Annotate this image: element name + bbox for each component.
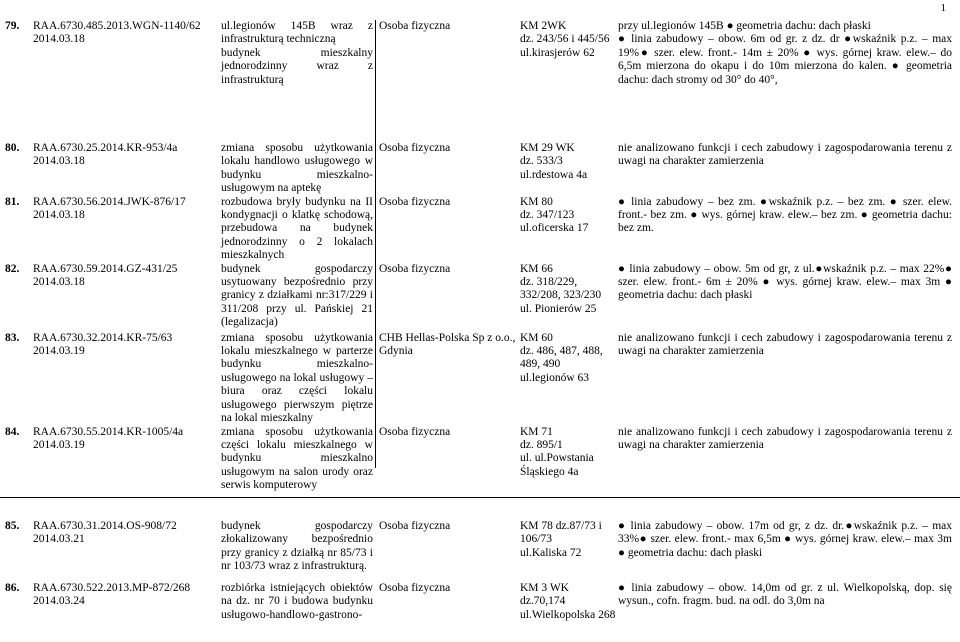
row-number: 83. [5, 331, 20, 344]
table-row [0, 142, 960, 196]
applicant: Osoba fizyczna [379, 425, 451, 438]
table-row [0, 332, 960, 426]
case-number: RAA.6730.56.2014.JWK-876/17 2014.03.18 [33, 195, 186, 222]
location: KM 29 WK dz. 533/3 ul.rdestowa 4a [520, 142, 588, 181]
row-number: 81. [5, 195, 20, 208]
location: KM 3 WK dz.70,174 ul.Wielkopolska 268 [520, 582, 616, 621]
applicant: Osoba fizyczna [379, 520, 451, 532]
table-divider [0, 498, 960, 521]
table-row [0, 520, 960, 582]
page-number: 1 [940, 2, 946, 14]
location: KM 2WK dz. 243/56 i 445/56 ul.kirasjerów 62 [520, 20, 610, 59]
notes: ● linia zabudowy – obow. 5m od gr, z ul.●wskaźnik p.z. – max 22%● szer. elew. front.- 6m ± 20% ● wys. górnej kraw. elew.– max 3m ● geometria dachu: dach płaski [618, 262, 952, 302]
notes: nie analizowano funkcji i cech zabudowy i zagospodarowania terenu z uwagi na charakter zamierzenia [618, 331, 952, 358]
case-number: RAA.6730.25.2014.KR-953/4a 2014.03.18 [33, 142, 178, 168]
case-number: RAA.6730.31.2014.OS-908/72 2014.03.21 [33, 520, 177, 546]
location: KM 60 dz. 486, 487, 488, 489, 490 ul.legionów 63 [520, 331, 603, 384]
applicant: Osoba fizyczna [379, 262, 451, 275]
row-number: 80. [5, 142, 20, 154]
table-row [0, 426, 960, 498]
location: KM 66 dz. 318/229, 332/208, 323/230 ul. Pionierów 25 [520, 262, 602, 315]
row-number: 82. [5, 262, 20, 275]
notes: ● linia zabudowy – bez zm. ●wskaźnik p.z. – bez zm. ● szer. elew. front.- bez zm. ● wys. górnej kraw. elew.– bez zm. ● geometria dachu: bez zm. [618, 195, 952, 235]
notes: przy ul.legionów 145B ● geometria dachu: dach płaski ● linia zabudowy – obow. 6m od gr. z dz. dr ●wskaźnik p.z. – max 19%● szer. elew. front.- 14m ± 20% ● wys. górnej kraw. elew.– do 6,5m mierzona do okapu i do 10m mierzona do kalen. ● geometria dachu: dach stromy od 30° do 40°, [618, 20, 952, 86]
applicant: CHB Hellas-Polska Sp z o.o., Gdynia [379, 331, 516, 358]
description: zmiana sposobu użytkowania lokalu handlowo usługowego w budynku mieszkalno-usługowym na aptekę [221, 142, 373, 195]
applicant: Osoba fizyczna [379, 582, 451, 594]
location: KM 71 dz. 895/1 ul. ul.Powstania Śląskiego 4a [520, 425, 594, 478]
notes: nie analizowano funkcji i cech zabudowy i zagospodarowania terenu z uwagi na charakter zamierzenia [618, 425, 952, 451]
case-number: RAA.6730.522.2013.MP-872/268 2014.03.24 [33, 582, 191, 608]
table-row [0, 20, 960, 142]
table-row [0, 582, 960, 642]
notes: ● linia zabudowy – obow. 17m od gr, z dz. dr.●wskaźnik p.z. – max 33%● szer. elew. front.- max 6,5m ● wys. górnej kraw. elew.– max 3m ● geometria dachu: dach płaski [618, 520, 952, 559]
row-number: 84. [5, 425, 20, 438]
description: zmiana sposobu użytkowania części lokalu mieszkalnego w budynku mieszkalno usługowym na salon urody oraz serwis komputerowy [221, 425, 373, 492]
applicant: Osoba fizyczna [379, 142, 451, 154]
column-divider [375, 20, 376, 468]
notes: ● linia zabudowy – obow. 14,0m od gr. z ul. Wielkopolską, dop. się wysun., cofn. fragm. bud. na odl. do 3,0m na [618, 582, 952, 608]
decisions-table [0, 20, 960, 642]
case-number: RAA.6730.59.2014.GZ-431/25 2014.03.18 [33, 262, 178, 289]
case-number: RAA.6730.485.2013.WGN-1140/62 2014.03.18 [33, 20, 201, 46]
applicant: Osoba fizyczna [379, 20, 451, 32]
description: ul.legionów 145B wraz z infrastrukturą techniczną budynek mieszkalny jednorodzinny wraz z infrastrukturą [221, 20, 373, 86]
row-number: 85. [5, 520, 20, 532]
description: rozbiórka istniejących obiektów na dz. nr 70 i budowa budynku usługowo-handlowo-gastrono- [221, 582, 373, 621]
location: KM 78 dz.87/73 i 106/73 ul.Kaliska 72 [520, 520, 602, 559]
description: zmiana sposobu użytkowania lokalu mieszkalnego w parterze budynku mieszkalno-usługowego na lokal usługowy – biura oraz części lokalu usługowego pierwszym piętrze na lokal mieszkalny [221, 331, 373, 425]
table-row [0, 196, 960, 263]
case-number: RAA.6730.55.2014.KR-1005/4a 2014.03.19 [33, 425, 184, 451]
location: KM 80 dz. 347/123 ul.oficerska 17 [520, 195, 589, 235]
table-row [0, 263, 960, 332]
row-number: 79. [5, 20, 20, 32]
applicant: Osoba fizyczna [379, 195, 451, 208]
notes: nie analizowano funkcji i cech zabudowy i zagospodarowania terenu z uwagi na charakter zamierzenia [618, 142, 952, 168]
row-number: 86. [5, 582, 20, 594]
description: budynek gospodarczy usytuowany bezpośrednio przy granicy z działkami nr:317/229 i 311/208 przy ul. Pańskiej 21 (legalizacja) [221, 262, 373, 329]
description: rozbudowa bryły budynku na II kondygnacji o klatkę schodową, przebudowa na budynek jednorodzinny o 2 lokalach mieszkalnych [221, 195, 373, 262]
case-number: RAA.6730.32.2014.KR-75/63 2014.03.19 [33, 331, 173, 358]
description: budynek gospodarczy złokalizowany bezpośrednio przy granicy z działką nr 85/73 i nr 103/73 wraz z infrastrukturą. [221, 520, 373, 573]
